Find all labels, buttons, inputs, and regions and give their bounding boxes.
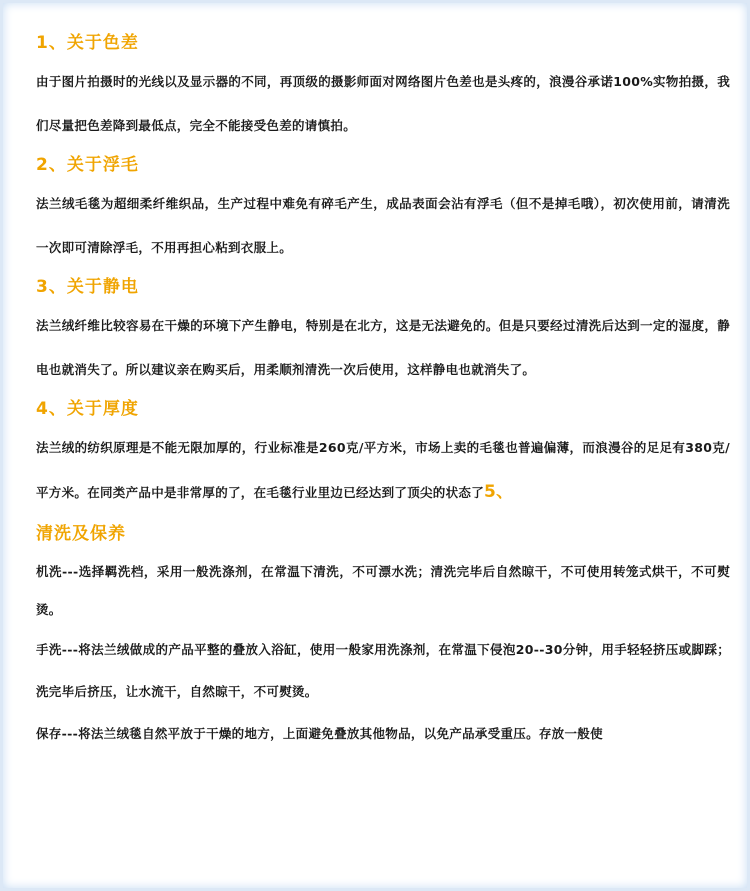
- section-paragraph: 法兰绒纤维比较容易在干燥的环境下产生静电，特别是在北方，这是无法避免的。但是只要经过清洗后达到一定的湿度，静电也就消失了。所以建议亲在购买后，用柔顺剂清洗一次后使用，这样静电也就消失了。: [36, 318, 730, 377]
- thickness-text: 法兰绒的纺织原理是不能无限加厚的，行业标准是260克/平方米，市场上卖的毛毯也普遍偏薄，而浪漫谷的足足有380克/平方米。在同类产品中是非常厚的了，在毛毯行业里边已经达到了顶尖的状态了: [36, 440, 730, 500]
- section-heading: 1、关于色差: [36, 33, 139, 53]
- section-paragraph: [36, 426, 730, 515]
- storage-paragraph: 保存---将法兰绒毯自然平放于干燥的地方，上面避免叠放其他物品，以免产品承受重压。存放一般使: [36, 726, 603, 741]
- machine-wash-paragraph: 机洗---选择羁洗档，采用一般洗涤剂，在常温下清洗，不可漂水洗；清洗完毕后自然晾干，不可使用转笼式烘干，不可熨烫。: [36, 564, 730, 617]
- section-static: [36, 270, 730, 392]
- hand-wash-paragraph: 手洗---将法兰绒做成的产品平整的叠放入浴缸，使用一般家用洗涤剂，在常温下侵泡20--30分钟，用手轻轻挤压或脚踩；洗完毕后挤压，让水流干，自然晾干，不可熨烫。: [36, 642, 730, 699]
- section-paragraph: 由于图片拍摄时的光线以及显示器的不同，再顶级的摄影师面对网络图片色差也是头疼的，浪漫谷承诺100%实物拍摄，我们尽量把色差降到最低点，完全不能接受色差的请慎拍。: [36, 74, 730, 133]
- section-color-difference: [36, 26, 730, 148]
- section-washing-care: [36, 517, 730, 755]
- section-thickness: [36, 392, 730, 515]
- section-heading: 3、关于静电: [36, 277, 139, 297]
- document-body: [36, 26, 730, 755]
- next-section-number: 5、: [484, 482, 514, 502]
- section-heading: 2、关于浮毛: [36, 155, 139, 175]
- section-paragraph: 法兰绒毛毯为超细柔纤维织品，生产过程中难免有碎毛产生，成品表面会沾有浮毛（但不是掉毛哦），初次使用前，请清洗一次即可清除浮毛，不用再担心粘到衣服上。: [36, 196, 730, 255]
- section-heading: 清洗及保养: [36, 524, 126, 544]
- section-floating-fuzz: [36, 148, 730, 270]
- section-heading: 4、关于厚度: [36, 399, 139, 419]
